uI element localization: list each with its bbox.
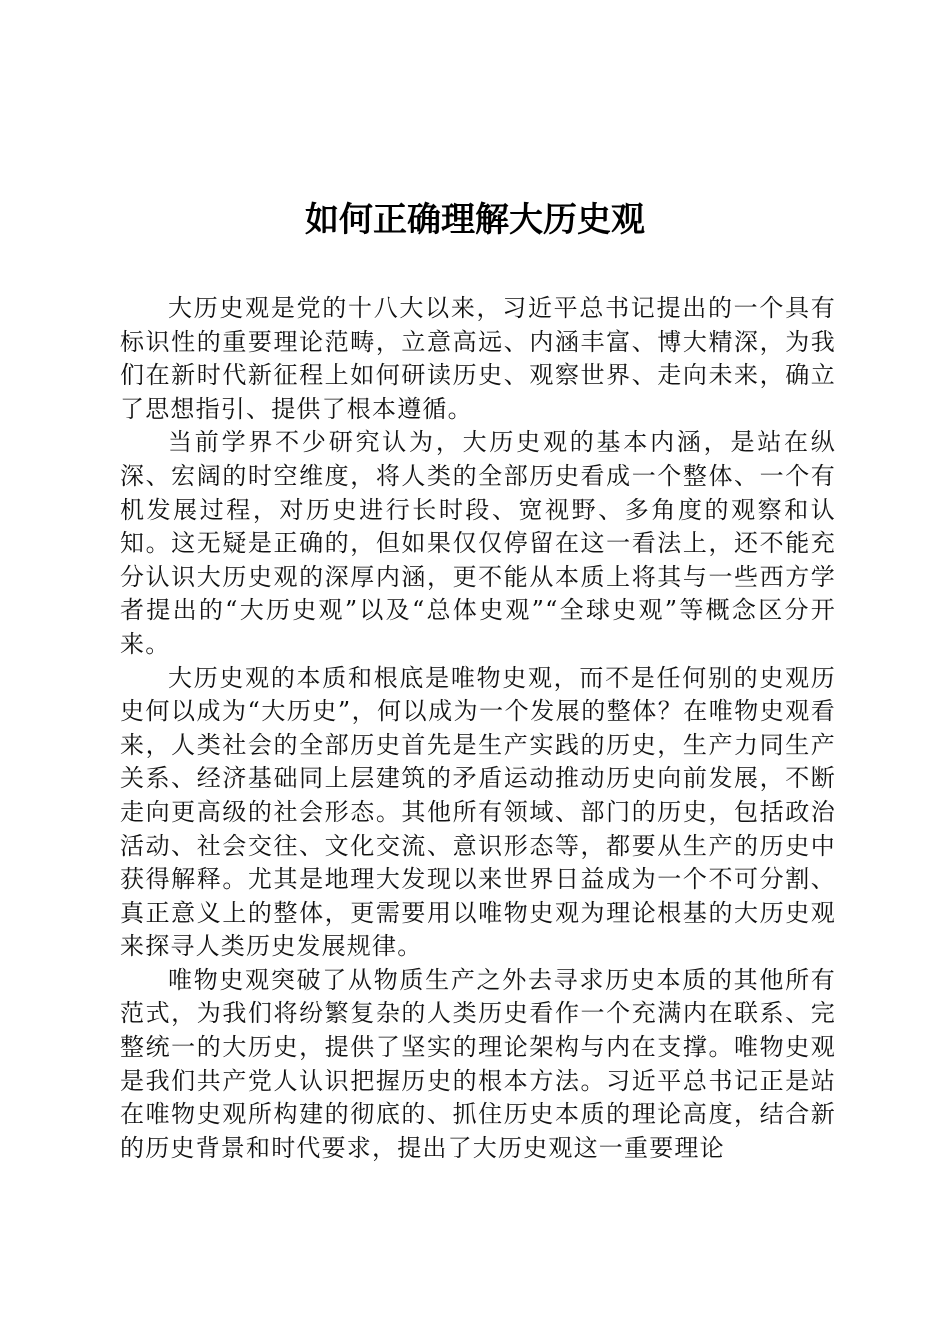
document-title: 如何正确理解大历史观 — [305, 200, 645, 240]
document-body — [120, 292, 836, 1165]
paragraph: 大历史观的本质和根底是唯物史观，而不是任何别的史观历史何以成为“大历史”，何以成为一个发展的整体？在唯物史观看来，人类社会的全部历史首先是生产实践的历史，生产力同生产关系、经济基础同上层建筑的矛盾运动推动历史向前发展，不断走向更高级的社会形态。其他所有领域、部门的历史，包括政治活动、社会交往、文化交流、意识形态等，都要从生产的历史中获得解释。尤其是地理大发现以来世界日益成为一个不可分割、真正意义上的整体，更需要用以唯物史观为理论根基的大历史观来探寻人类历史发展规律。 — [120, 663, 836, 961]
paragraph: 当前学界不少研究认为，大历史观的基本内涵，是站在纵深、宏阔的时空维度，将人类的全部历史看成一个整体、一个有机发展过程，对历史进行长时段、宽视野、多角度的观察和认知。这无疑是正确的，但如果仅仅停留在这一看法上，还不能充分认识大历史观的深厚内涵，更不能从本质上将其与一些西方学者提出的“大历史观”以及“总体史观”“全球史观”等概念区分开来。 — [120, 428, 836, 658]
paragraph: 唯物史观突破了从物质生产之外去寻求历史本质的其他所有范式，为我们将纷繁复杂的人类历史看作一个充满内在联系、完整统一的大历史，提供了坚实的理论架构与内在支撑。唯物史观是我们共产党人认识把握历史的根本方法。习近平总书记正是站在唯物史观所构建的彻底的、抓住历史本质的理论高度，结合新的历史背景和时代要求，提出了大历史观这一重要理论 — [120, 965, 836, 1162]
paragraph: 大历史观是党的十八大以来，习近平总书记提出的一个具有标识性的重要理论范畴，立意高远、内涵丰富、博大精深，为我们在新时代新征程上如何研读历史、观察世界、走向未来，确立了思想指引、提供了根本遵循。 — [120, 294, 836, 423]
